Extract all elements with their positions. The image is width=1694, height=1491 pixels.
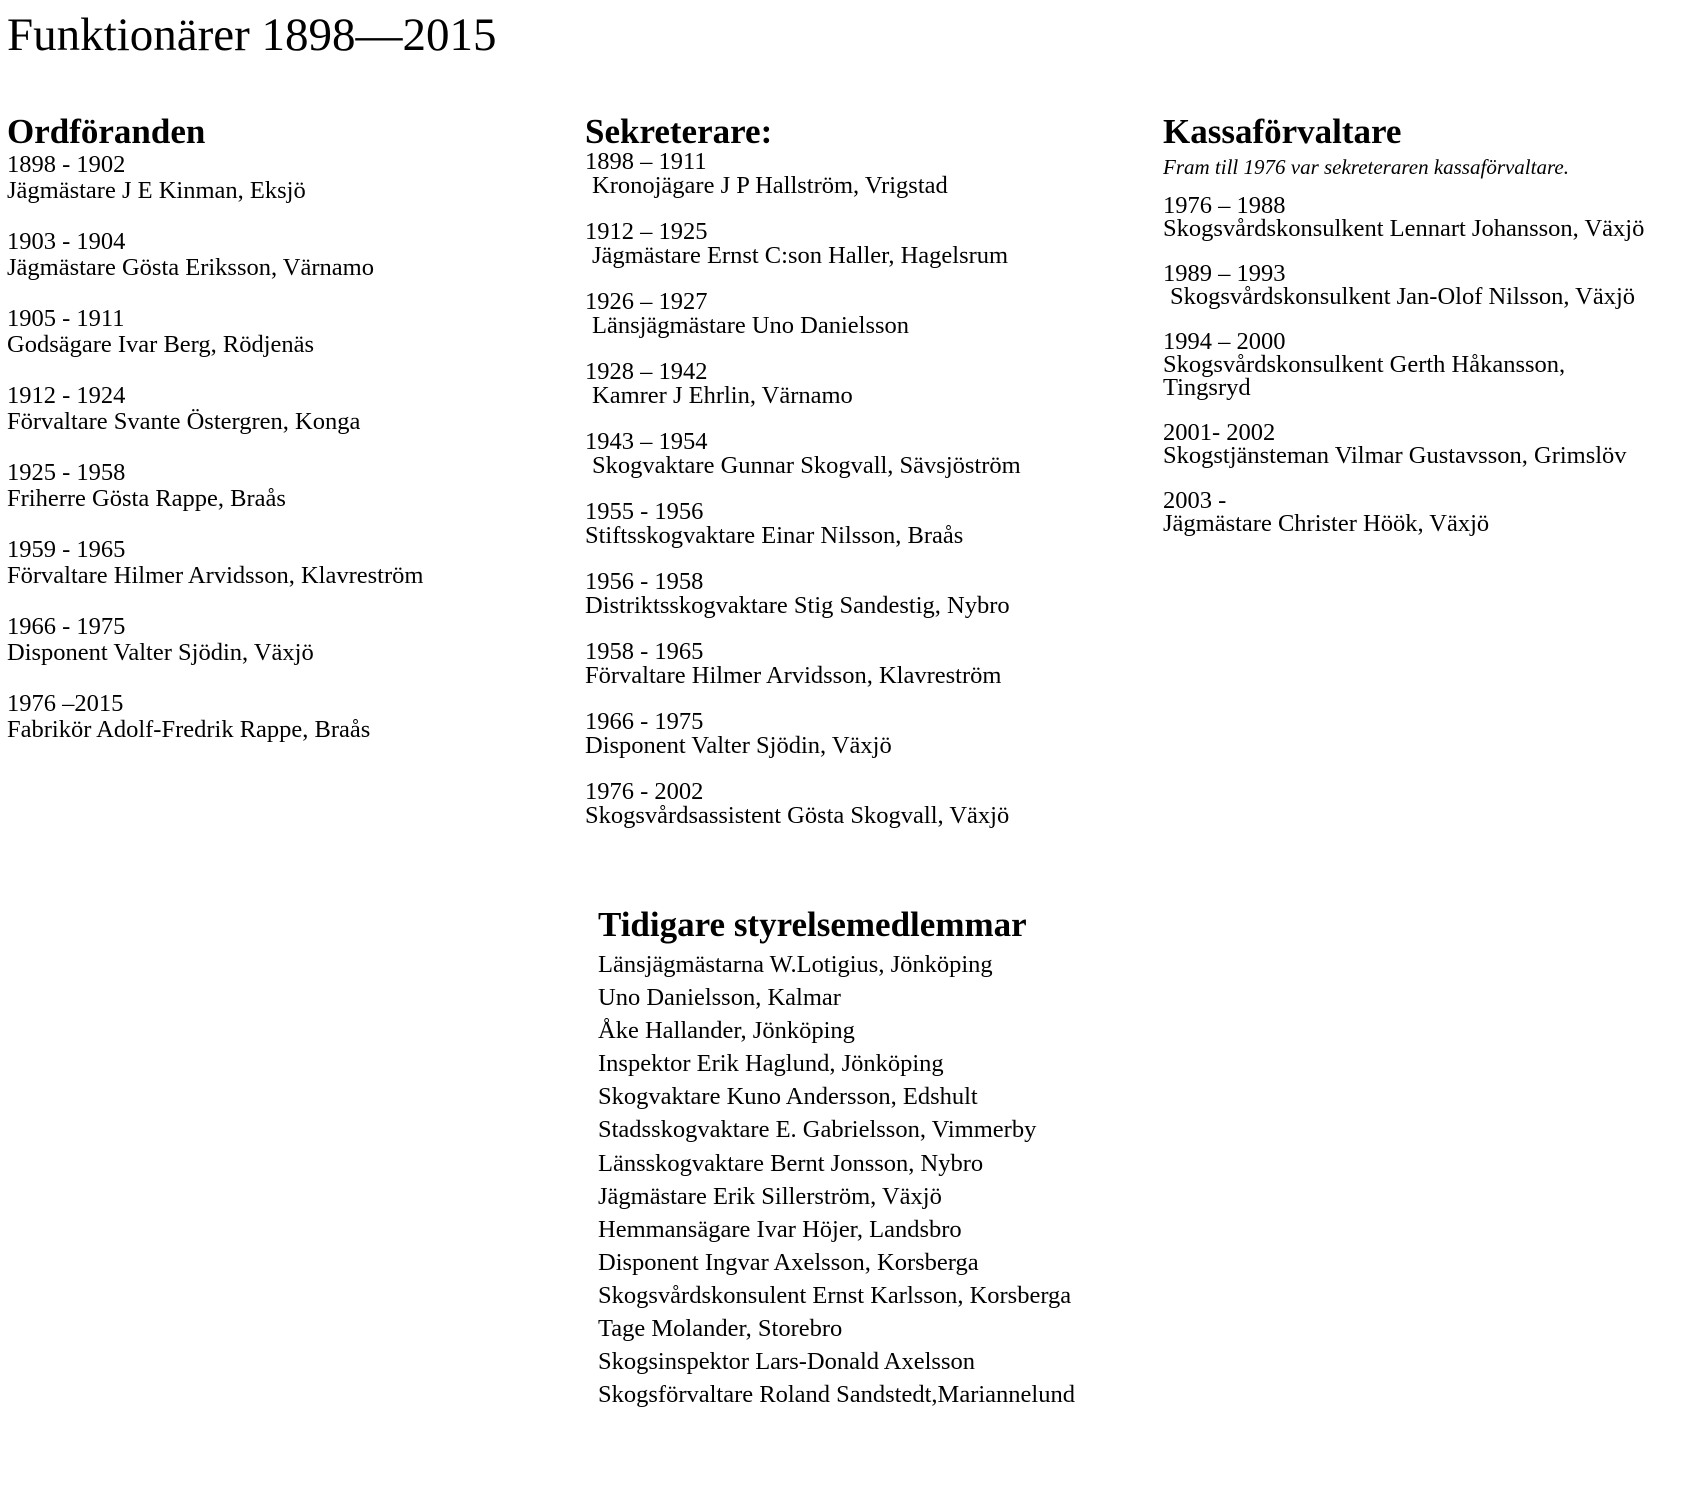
ordforanden-entry [7, 383, 567, 435]
board-member: Stadsskogvaktare E. Gabrielsson, Vimmerby [598, 1116, 1037, 1144]
ordforanden-entry [7, 460, 567, 512]
entry-years: 1976 – 1988 [1163, 192, 1286, 219]
sekreterare-entry [585, 220, 1145, 268]
kassaforvaltare-note: Fram till 1976 var sekreteraren kassaförvaltare. [1163, 155, 1569, 179]
board-member: Disponent Ingvar Axelsson, Korsberga [598, 1248, 979, 1276]
entry-years: 2001- 2002 [1163, 419, 1276, 446]
entry-years: 1898 - 1902 [7, 151, 126, 178]
sekreterare-entry [585, 570, 1145, 618]
entry-person: Kamrer J Ehrlin, Värnamo [592, 382, 853, 409]
entry-years: 1928 – 1942 [585, 358, 708, 385]
board-member: Uno Danielsson, Kalmar [598, 984, 841, 1012]
entry-person: Stiftsskogvaktare Einar Nilsson, Braås [585, 522, 964, 549]
entry-years: 1956 - 1958 [585, 568, 704, 595]
entry-person: Förvaltare Svante Östergren, Konga [7, 408, 361, 435]
sekreterare-entry [585, 780, 1145, 828]
entry-person: Godsägare Ivar Berg, Rödjenäs [7, 331, 315, 358]
board-member: Skogsvårdskonsulent Ernst Karlsson, Korsberga [598, 1281, 1072, 1309]
entry-person: Friherre Gösta Rappe, Braås [7, 485, 286, 512]
sekreterare-entry [585, 150, 1145, 198]
entry-years: 1926 – 1927 [585, 288, 708, 315]
entry-person: Distriktsskogvaktare Stig Sandestig, Nybro [585, 592, 1010, 619]
entry-person: Kronojägare J P Hallström, Vrigstad [592, 172, 948, 199]
entry-years: 2003 - [1163, 487, 1227, 514]
entry-years: 1912 – 1925 [585, 218, 708, 245]
entry-person: Skogsvårdskonsulkent Jan-Olof Nilsson, Växjö [1170, 283, 1636, 310]
ordforanden-entry [7, 614, 567, 666]
kassaforvaltare-entry [1163, 330, 1688, 399]
entry-person: Skogsvårdskonsulkent Gerth Håkansson, Tingsryd [1163, 351, 1566, 401]
board-member: Skogsinspektor Lars-Donald Axelsson [598, 1348, 975, 1376]
entry-person: Jägmästare J E Kinman, Eksjö [7, 177, 306, 204]
ordforanden-entry [7, 537, 567, 589]
board-member: Inspektor Erik Haglund, Jönköping [598, 1050, 944, 1078]
entry-years: 1955 - 1956 [585, 498, 704, 525]
board-member: Skogsförvaltare Roland Sandstedt,Mariannelund [598, 1381, 1075, 1409]
entry-years: 1925 - 1958 [7, 459, 126, 486]
ordforanden-entry [7, 691, 567, 743]
entry-years: 1976 - 2002 [585, 778, 704, 805]
kassaforvaltare-entry [1163, 489, 1688, 535]
entry-person: Jägmästare Gösta Eriksson, Värnamo [7, 254, 374, 281]
board-member: Jägmästare Erik Sillerström, Växjö [598, 1182, 942, 1210]
entry-person: Skogsvårdsassistent Gösta Skogvall, Växjö [585, 802, 1010, 829]
ordforanden-entry [7, 306, 567, 358]
board-member: Hemmansägare Ivar Höjer, Landsbro [598, 1215, 962, 1243]
entry-person: Jägmästare Christer Höök, Växjö [1163, 510, 1490, 537]
sekreterare-section [585, 112, 1145, 850]
kassaforvaltare-heading: Kassaförvaltare [1163, 112, 1402, 151]
board-member: Länsjägmästarna W.Lotigius, Jönköping [598, 951, 993, 978]
sekreterare-entry [585, 640, 1145, 688]
ordforanden-section [7, 112, 567, 768]
sekreterare-entry [585, 500, 1145, 548]
sekreterare-entry [585, 710, 1145, 758]
entry-years: 1898 – 1911 [585, 148, 707, 175]
entry-person: Skogvaktare Gunnar Skogvall, Sävsjöström [592, 452, 1021, 479]
entry-person: Förvaltare Hilmer Arvidsson, Klavreström [7, 562, 424, 589]
entry-years: 1976 –2015 [7, 690, 124, 717]
kassaforvaltare-entry [1163, 194, 1688, 240]
entry-years: 1905 - 1911 [7, 305, 125, 332]
board-member: Länsskogvaktare Bernt Jonsson, Nybro [598, 1149, 984, 1177]
tidigare-section [598, 905, 1298, 1411]
entry-years: 1994 – 2000 [1163, 328, 1286, 355]
board-member: Åke Hallander, Jönköping [598, 1017, 855, 1045]
entry-years: 1943 – 1954 [585, 428, 708, 455]
sekreterare-entry [585, 290, 1145, 338]
tidigare-heading: Tidigare styrelsemedlemmar [598, 905, 1027, 944]
entry-person: Disponent Valter Sjödin, Växjö [7, 639, 314, 666]
sekreterare-entry [585, 360, 1145, 408]
board-member: Skogvaktare Kuno Andersson, Edshult [598, 1083, 978, 1111]
entry-person: Jägmästare Ernst C:son Haller, Hagelsrum [592, 242, 1009, 269]
entry-years: 1959 - 1965 [7, 536, 126, 563]
sekreterare-entry [585, 430, 1145, 478]
entry-person: Skogstjänsteman Vilmar Gustavsson, Grimslöv [1163, 442, 1627, 469]
sekreterare-heading: Sekreterare: [585, 112, 773, 151]
entry-person: Skogsvårdskonsulkent Lennart Johansson, Växjö [1163, 215, 1645, 242]
entry-years: 1912 - 1924 [7, 382, 126, 409]
kassaforvaltare-entry [1163, 421, 1688, 467]
entry-person: Fabrikör Adolf-Fredrik Rappe, Braås [7, 716, 371, 743]
kassaforvaltare-entry [1163, 262, 1688, 308]
entry-person: Länsjägmästare Uno Danielsson [592, 312, 910, 339]
entry-years: 1958 - 1965 [585, 638, 704, 665]
ordforanden-entry [7, 229, 567, 281]
page-title: Funktionärer 1898—2015 [7, 9, 497, 61]
entry-years: 1966 - 1975 [7, 613, 126, 640]
entry-years: 1903 - 1904 [7, 228, 126, 255]
kassaforvaltare-section [1163, 112, 1688, 557]
entry-person: Disponent Valter Sjödin, Växjö [585, 732, 892, 759]
ordforanden-heading: Ordföranden [7, 112, 206, 151]
ordforanden-entry [7, 152, 567, 204]
entry-years: 1966 - 1975 [585, 708, 704, 735]
entry-years: 1989 – 1993 [1163, 260, 1286, 287]
entry-person: Förvaltare Hilmer Arvidsson, Klavreström [585, 662, 1002, 689]
board-member: Tage Molander, Storebro [598, 1315, 843, 1343]
